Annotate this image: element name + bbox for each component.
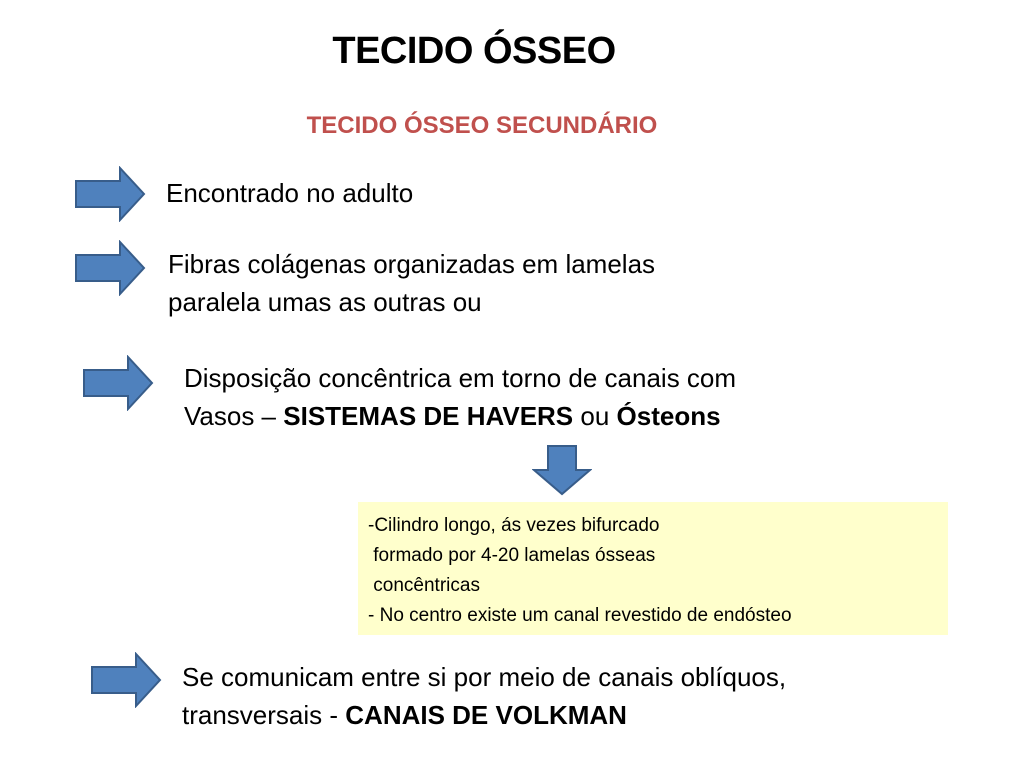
point-2-line-1: Fibras colágenas organizadas em lamelas xyxy=(168,249,656,279)
point-3-line-2-prefix: Vasos – xyxy=(184,401,284,431)
right-arrow-icon xyxy=(90,652,162,708)
down-arrow-icon xyxy=(532,444,592,496)
point-1-line-1: Encontrado no adulto xyxy=(166,178,414,208)
sistemas-de-havers-term: SISTEMAS DE HAVERS xyxy=(283,401,574,431)
point-4-line-2-prefix: transversais - xyxy=(182,700,346,730)
point-1-text xyxy=(166,174,413,212)
note-line: - No centro existe um canal revestido de endósteo xyxy=(368,605,792,626)
canais-de-volkman-term: CANAIS DE VOLKMAN xyxy=(345,700,627,730)
note-line: concêntricas xyxy=(368,575,480,596)
point-3-line-2-mid: ou xyxy=(573,401,617,431)
note-line: -Cilindro longo, ás vezes bifurcado xyxy=(368,515,660,536)
right-arrow-icon xyxy=(74,240,146,296)
point-4-text xyxy=(182,658,786,734)
point-3-text xyxy=(184,359,736,435)
osteons-term: Ósteons xyxy=(616,401,721,431)
point-2-text xyxy=(168,245,655,321)
osteon-details-box xyxy=(358,502,948,635)
point-4-line-1: Se comunicam entre si por meio de canais oblíquos, xyxy=(182,662,787,692)
right-arrow-icon xyxy=(74,166,146,222)
note-line: formado por 4-20 lamelas ósseas xyxy=(368,545,656,566)
right-arrow-icon xyxy=(82,355,154,411)
point-3-line-1: Disposição concêntrica em torno de canais com xyxy=(184,363,737,393)
point-2-line-2: paralela umas as outras ou xyxy=(168,287,482,317)
slide-title: TECIDO ÓSSEO xyxy=(332,30,616,72)
slide-subtitle: TECIDO ÓSSEO SECUNDÁRIO xyxy=(306,112,658,139)
